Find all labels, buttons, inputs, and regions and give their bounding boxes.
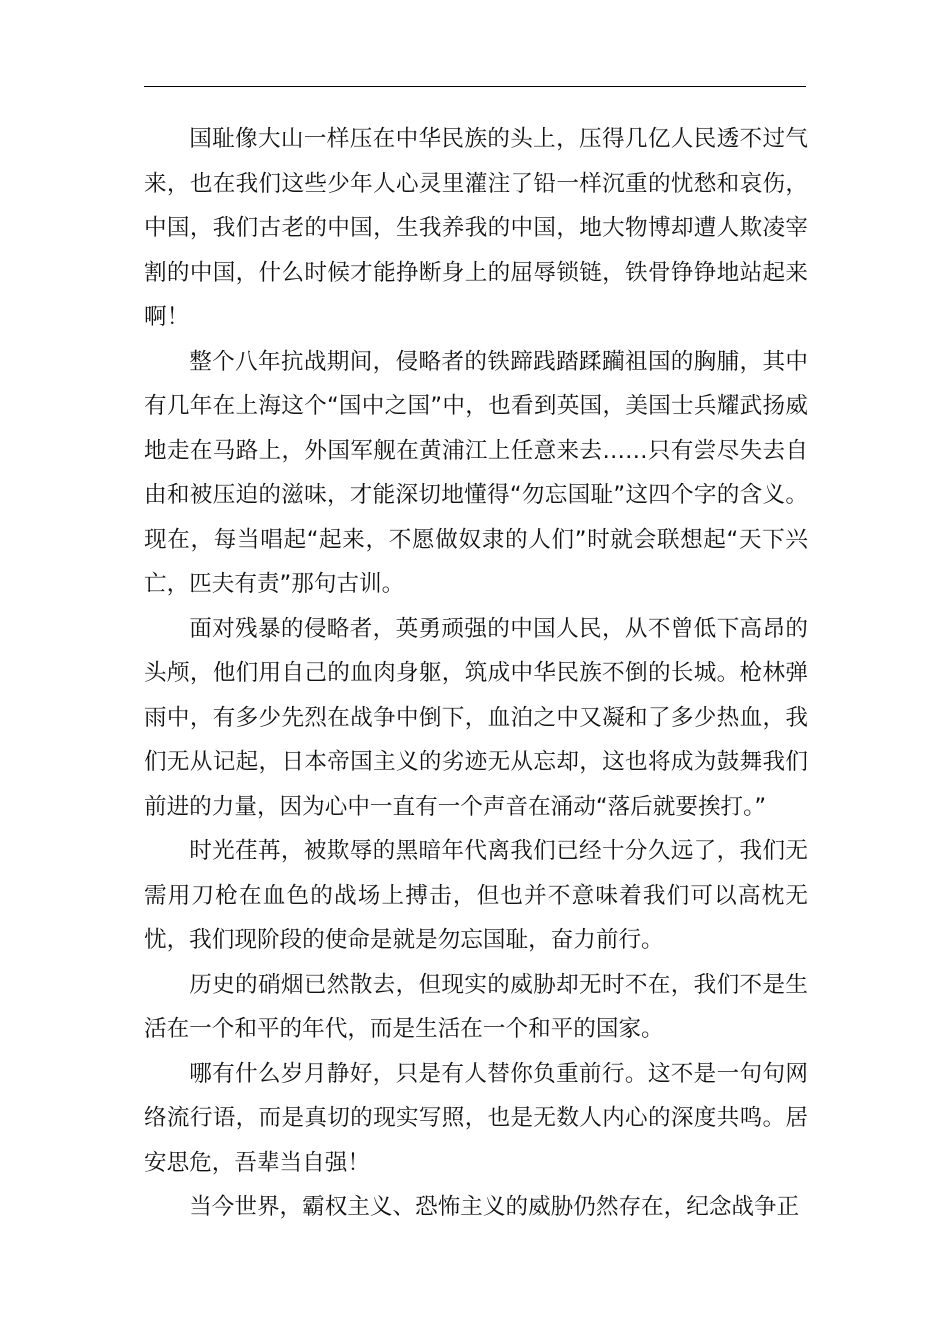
paragraph-5: 历史的硝烟已然散去，但现实的威胁却无时不在，我们不是生活在一个和平的年代，而是生活在一个和平的国家。: [144, 971, 808, 1042]
paragraph-2: 整个八年抗战期间，侵略者的铁蹄践踏蹂躏祖国的胸脯，其中有几年在上海这个“国中之国”中，也看到英国，美国士兵耀武扬威地走在马路上，外国军舰在黄浦江上任意来去……只有尝尽失去自由和被压迫的滋味，才能深切地懂得“勿忘国耻”这四个字的含义。现在，每当唱起“起来，不愿做奴隶的人们”时就会联想起“天下兴亡，匹夫有责”那句古训。: [144, 348, 808, 597]
paragraph-1: 国耻像大山一样压在中华民族的头上，压得几亿人民透不过气来，也在我们这些少年人心灵里灌注了铅一样沉重的忧愁和哀伤，中国，我们古老的中国，生我养我的中国，地大物博却遭人欺凌宰割的中国，什么时候才能挣断身上的屈辱锁链，铁骨铮铮地站起来啊！: [144, 126, 808, 330]
paragraph-3: 面对残暴的侵略者，英勇顽强的中国人民，从不曾低下高昂的头颅，他们用自己的血肉身躯，筑成中华民族不倒的长城。枪林弹雨中，有多少先烈在战争中倒下，血泊之中又凝和了多少热血，我们无从记起，日本帝国主义的劣迹无从忘却，这也将成为鼓舞我们前进的力量，因为心中一直有一个声音在涌动“落后就要挨打。”: [144, 615, 808, 820]
paragraph-4: 时光荏苒，被欺辱的黑暗年代离我们已经十分久远了，我们无需用刀枪在血色的战场上搏击，但也并不意味着我们可以高枕无忧，我们现阶段的使命是就是勿忘国耻，奋力前行。: [144, 838, 808, 953]
header-rule: [144, 86, 806, 87]
paragraph-7: 当今世界，霸权主义、恐怖主义的威胁仍然存在，纪念战争正: [189, 1194, 800, 1220]
paragraph-6: 哪有什么岁月静好，只是有人替你负重前行。这不是一句句网络流行语，而是真切的现实写照，也是无数人内心的深度共鸣。居安思危，吾辈当自强！: [144, 1060, 808, 1176]
essay-body: [144, 117, 808, 1230]
